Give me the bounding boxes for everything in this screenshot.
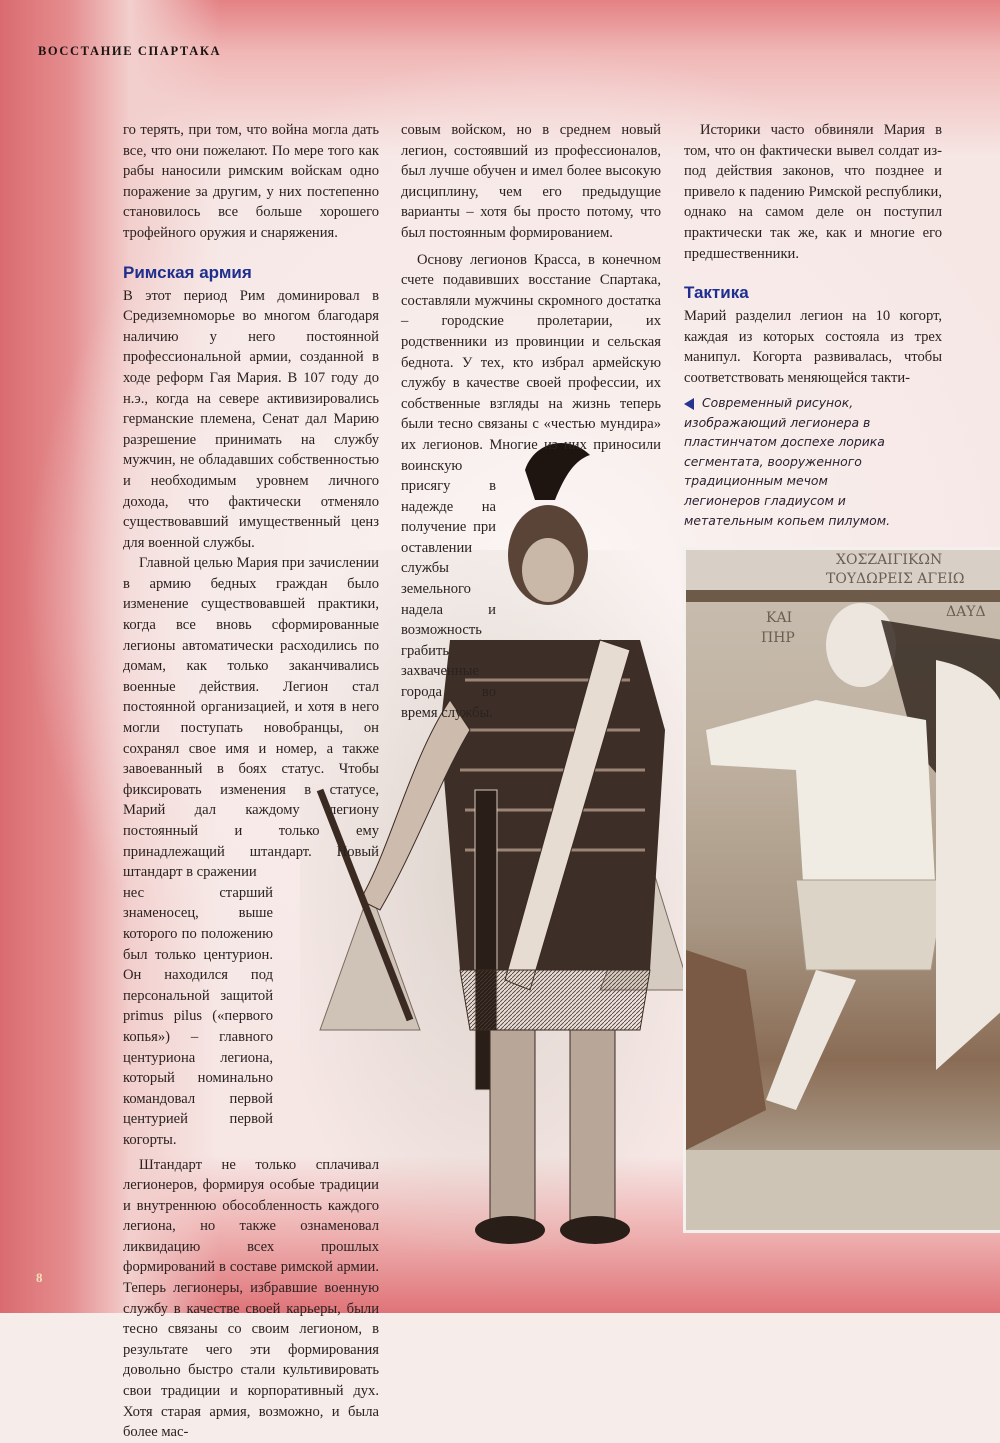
inscription-line: ΠΗΡ <box>761 630 795 646</box>
relief-drawing <box>686 550 1000 1233</box>
sandal <box>475 1216 545 1244</box>
paragraph: го терять, при том, что война могла дать все, что они пожелают. По мере того как рабы наносили римским войскам одно поражение за другим, у них постепенно становилось все больше хорошего трофейного оружия и снаряжения. <box>123 122 379 241</box>
paragraph: совым войском, но в среднем новый легион, состоявший из профессионалов, был лучше обучен и имел более высокую дисциплину, чем его предыдущие варианты – хотя бы просто потому, что был постоянным формированием. <box>401 122 661 241</box>
paragraph: нес старший знаменосец, выше которого по положению был только центурион. Он находился под персональной защитой primus pilus («первого копья») – главного центуриона легиона, который номинально командовал первой центурией первой когорты. <box>123 884 273 1148</box>
roman-relief-photo <box>683 547 1000 1233</box>
inscription-line: ΚΑΙ <box>766 610 793 626</box>
relief-horse-leg <box>686 950 766 1150</box>
paragraph: В этот период Рим доминировал в Средиземноморье во многом благодаря наличию у него постоянной профессиональной армии, созданной в ходе реформ Гая Мария. В 107 году до н.э., когда на севере активизировались германские племена, Сенат дал Марию разрешение принимать на службу мужчин, не обладавших собственностью и необходимым уровнем личного дохода, что фактически отменяло существовавший имущественный ценз для военной службы. <box>123 287 379 551</box>
text-column-2 <box>401 120 661 723</box>
text-column-1 <box>123 120 379 1443</box>
inscription-line: ΧΟΣΖΑΙΓΙΚΩΝ <box>836 552 943 568</box>
sandal <box>560 1216 630 1244</box>
paragraph: присягу в надежде на получение при оставлении службы земельного надела и возможность грабить захваченные города во время службы. <box>401 478 496 721</box>
section-heading-roman-army: Римская армия <box>123 262 252 282</box>
page-number: 8 <box>36 1270 43 1285</box>
running-head: ВОССТАНИЕ СПАРТАКА <box>38 44 222 58</box>
inscription-line: ΔΑΥΔ <box>946 604 986 620</box>
relief-base <box>686 1150 1000 1233</box>
inscription-line: ΤΟΥΔΩΡΕΙΣ ΑΓΕΙΩ <box>826 571 965 587</box>
paragraph: Штандарт не только сплачивал легионеров, формируя особые традиции и внутреннюю обособленность каждого легиона, но также ознаменовал ликвидацию всех прошлых формирований в составе римской армии. Теперь легионеры, избравшие военную службу в качестве своей карьеры, были тесно связаны со своим легионом, в результате чего эти формирования довольно быстро стали культивировать свои традиции и корпоративный дух. Хотя старая армия, возможно, и была более мас- <box>123 1156 379 1441</box>
right-leg <box>570 1030 615 1220</box>
relief-leg <box>766 970 856 1110</box>
tunic-skirt <box>460 970 650 1030</box>
relief-skirt <box>796 880 946 970</box>
paragraph: Историки часто обвиняли Мария в том, что он фактически вывел солдат из-под действия законов, что позднее и привело к падению Римской республики, однако на самом деле он поступил практически так же, как и многие его предшественники. <box>684 122 942 262</box>
section-heading-tactics: Тактика <box>684 283 749 303</box>
left-leg <box>490 1030 535 1220</box>
pointer-left-icon <box>684 398 694 410</box>
caption-text: Современный рисунок, изображающий легионера в пластинчатом доспехе лорика сегментата, вооруженного традиционным мечом легионеров гладиусом и метательным копьем пилумом. <box>684 395 891 528</box>
paragraph: Главной целью Мария при зачислении в армию бедных граждан было изменение существовавшей практики, когда все вновь сформированные легионы автоматически расходились по домам, как только заканчивались военные действия. Легион стал постоянной организацией, и хотя в него могли поступать новобранцы, он сохранял свое имя и номер, а также завоеванный в боях статус. Чтобы фиксировать изменения в статусе, Марий дал каждому легиону постоянный и только ему принадлежащий штандарт. Новый штандарт в сражении <box>123 555 379 881</box>
figure-caption <box>684 393 894 530</box>
text-column-3 <box>684 120 942 389</box>
paragraph: Основу легионов Красса, в конечном счете подавивших восстание Спартака, составляли мужчины скромного достатка – городские пролетарии, их родственники из провинции и сельская беднота. У тех, кто избрал армейскую службу в качестве своей профессии, их собственные взгляды на жизнь теперь были тесно связаны с «честью мундира» их легионов. Многие из них приносили воинскую <box>401 251 661 474</box>
paragraph: Марий разделил легион на 10 когорт, каждая из которых состояла из трех манипул. Когорта развивалась, чтобы соответствовать меняющейся такти- <box>684 308 942 386</box>
relief-head <box>826 603 896 687</box>
relief-horse <box>936 660 1000 1070</box>
